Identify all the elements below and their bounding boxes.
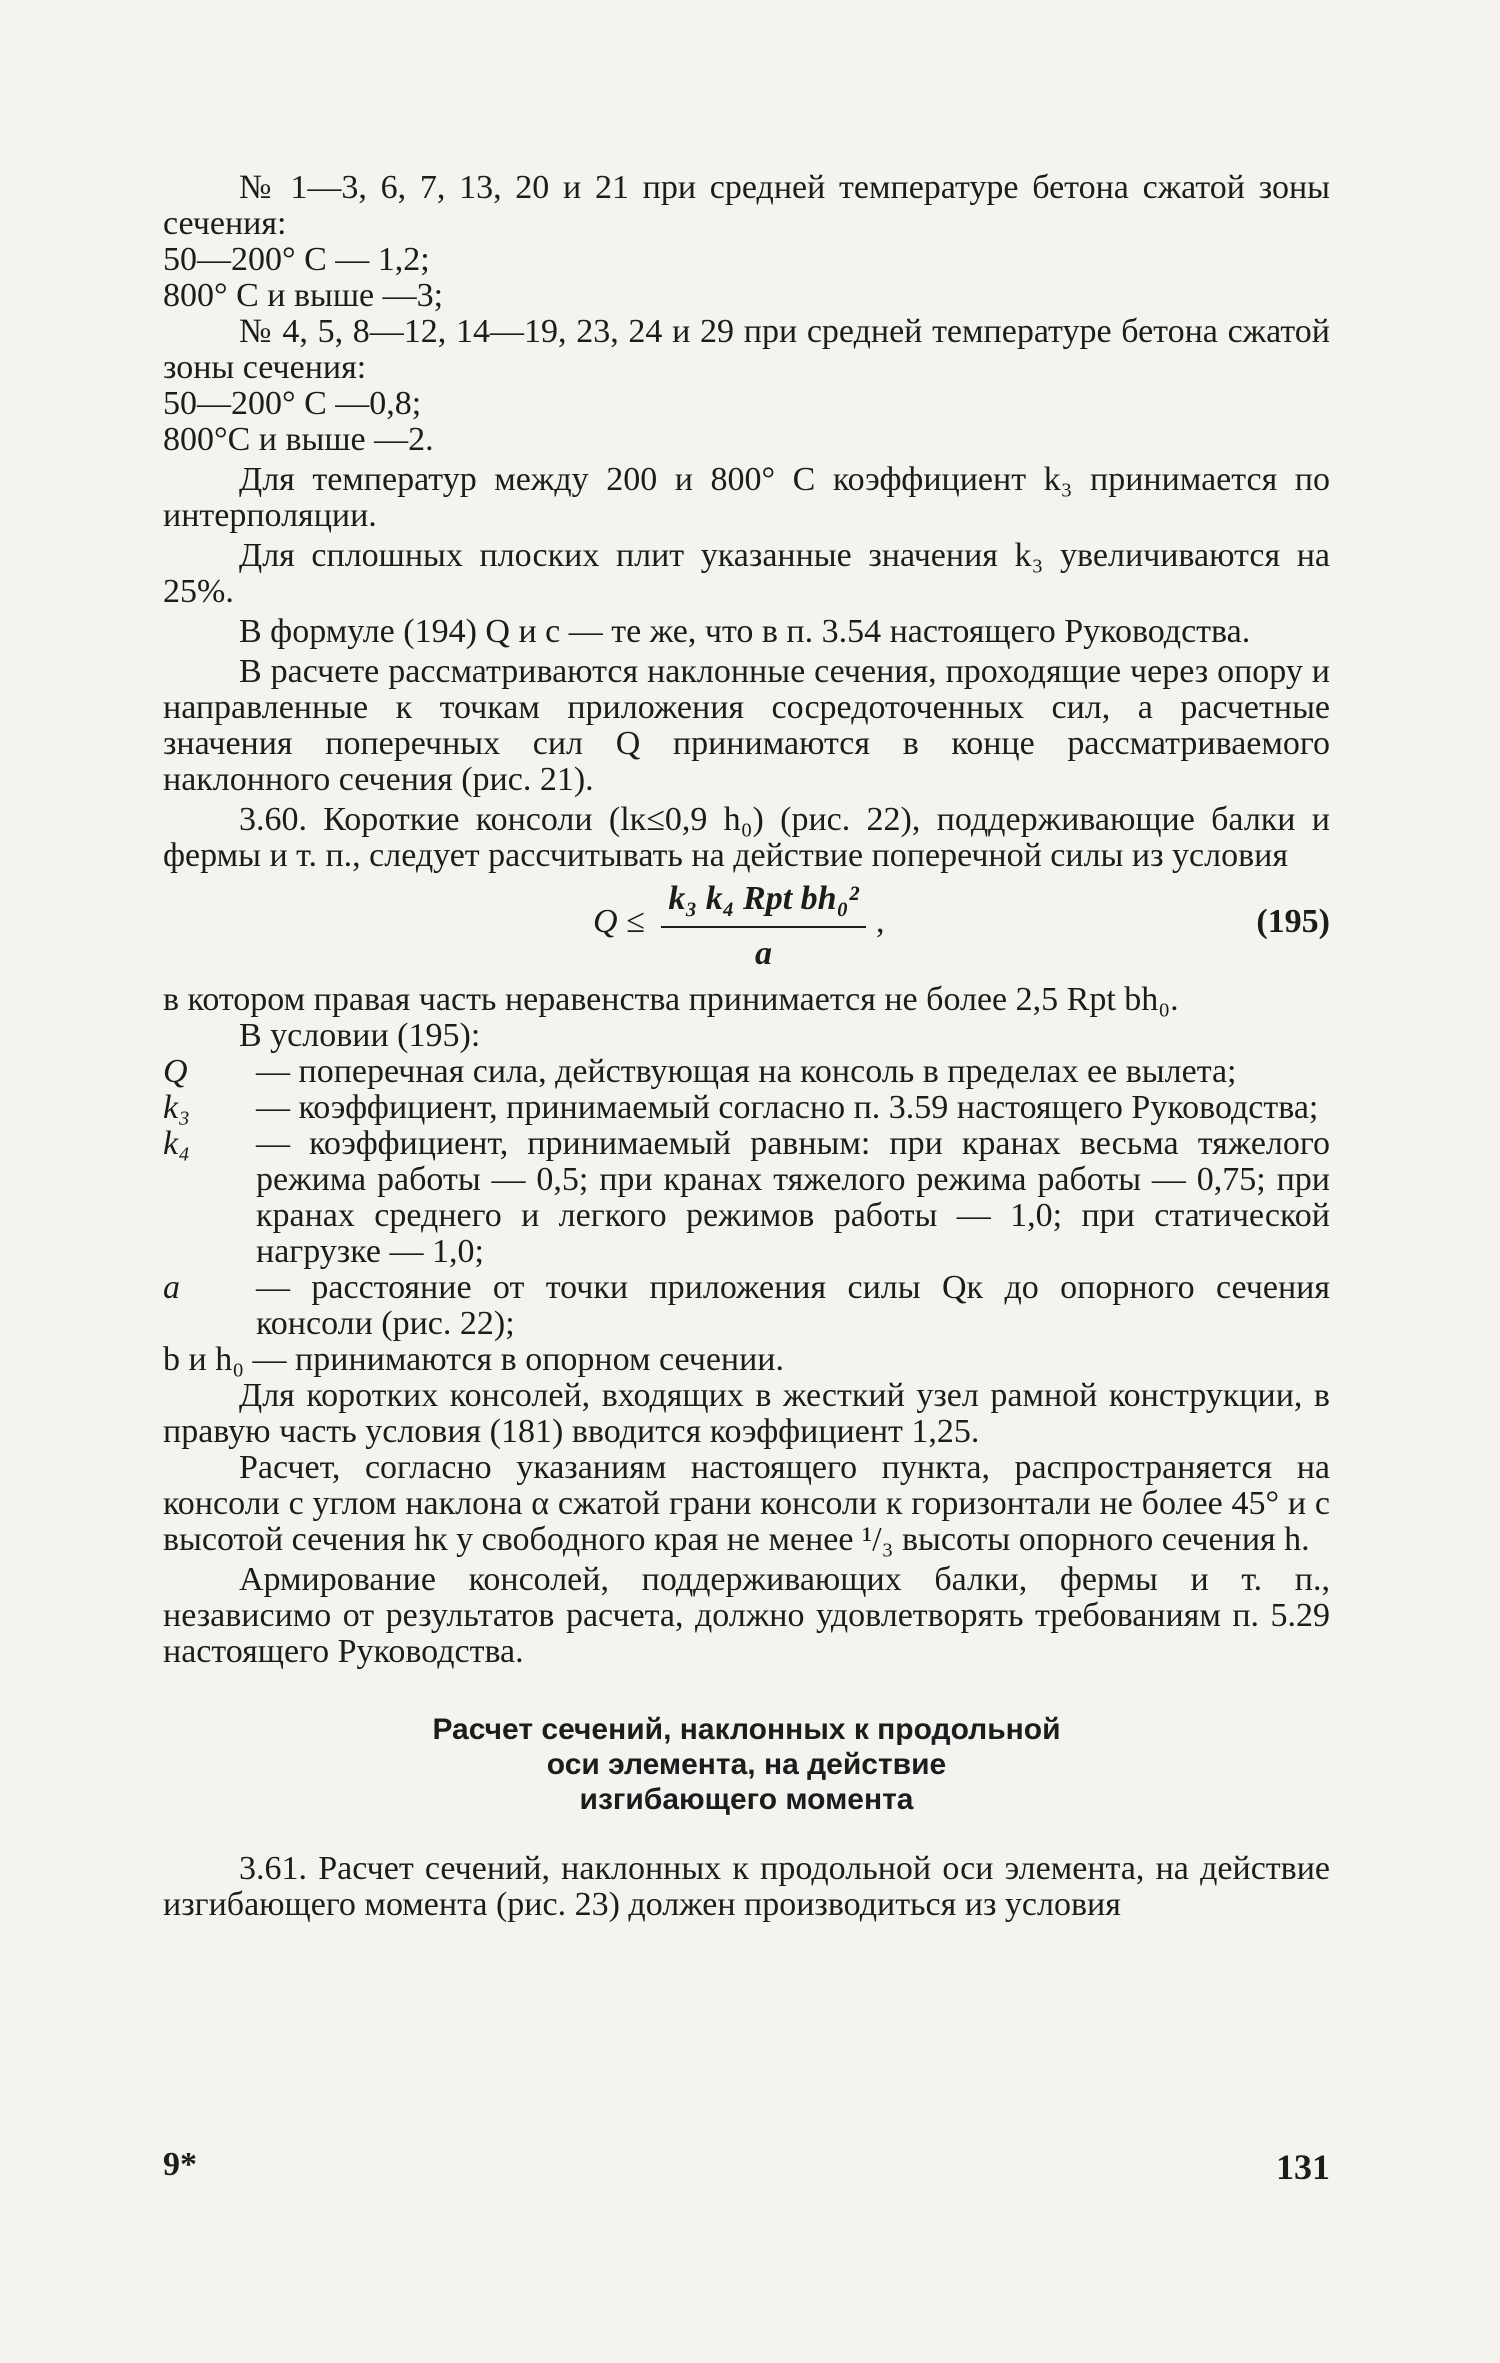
- definition-item: [163, 1126, 1330, 1270]
- fraction-bar: [661, 926, 866, 928]
- value-line: 800°С и выше —2.: [163, 421, 434, 458]
- definition-item: [163, 1090, 1330, 1126]
- value-line: 50—200° С — 1,2;: [163, 241, 430, 278]
- definition-item: [163, 1270, 1330, 1342]
- formula-numerator: k₃ k₄ Rpt bh₀²: [668, 880, 859, 917]
- paragraph-solid-slabs: Для сплошных плоских плит указанные значения k₃ увеличиваются на 25%.: [163, 537, 1330, 610]
- section-heading: [163, 1712, 1330, 1817]
- definition-text: — коэффициент, принимаемый равным: при кранах весьма тяжелого режима работы — 0,5; при кранах тяжелого режима работы — 0,75; при кранах среднего и легкого режимов работы — 1,0; при статической нагрузке — 1,0;: [256, 1125, 1330, 1270]
- paragraph-coeff-list-2: № 4, 5, 8—12, 14—19, 23, 24 и 29 при средней температуре бетона сжатой зоны сечения:: [163, 313, 1330, 386]
- definition-text: — поперечная сила, действующая на консоль в пределах ее вылета;: [256, 1053, 1237, 1090]
- formula-denominator: a: [755, 935, 772, 972]
- paragraph-where: В условии (195):: [239, 1017, 481, 1054]
- definition-text: — расстояние от точки приложения силы Qк до опорного сечения консоли (рис. 22);: [256, 1269, 1330, 1342]
- paragraph-reinforcement: Армирование консолей, поддерживающих балки, фермы и т. п., независимо от результатов расчета, должно удовлетворять требованиям п. 5.29 настоящего Руководства.: [163, 1561, 1330, 1670]
- definition-symbol: a: [163, 1269, 180, 1306]
- page-content: [163, 170, 1330, 1923]
- paragraph-section-3-61: 3.61. Расчет сечений, наклонных к продольной оси элемента, на действие изгибающего момента (рис. 23) должен производиться из условия: [163, 1850, 1330, 1923]
- paragraph-inclined-sections: В расчете рассматриваются наклонные сечения, проходящие через опору и направленные к точкам приложения сосредоточенных сил, а расчетные значения поперечных сил Q принимаются в конце рассматриваемого наклонного сечения (рис. 21).: [163, 653, 1330, 798]
- formula-comma: ,: [876, 903, 885, 940]
- value-line: 50—200° С —0,8;: [163, 385, 422, 422]
- heading-line: изгибающего момента: [579, 1783, 914, 1816]
- paragraph-applicability: Расчет, согласно указаниям настоящего пункта, распространяется на консоли с углом наклона α сжатой грани консоли к горизонтали не более 45° и с высотой сечения hк у свободного края не менее ¹/₃ высоты опорного сечения h.: [163, 1449, 1330, 1558]
- value-line: 800° С и выше —3;: [163, 277, 444, 314]
- definition-symbol: k₄: [163, 1125, 190, 1162]
- definition-text: — коэффициент, принимаемый согласно п. 3.59 настоящего Руководства;: [256, 1089, 1319, 1126]
- paragraph-limit: в котором правая часть неравенства принимается не более 2,5 Rpt bh₀.: [163, 981, 1179, 1018]
- paragraph-coeff-list-1: № 1—3, 6, 7, 13, 20 и 21 при средней температуре бетона сжатой зоны сечения:: [163, 169, 1330, 242]
- paragraph-formula-194: В формуле (194) Q и c — те же, что в п. 3.54 настоящего Руководства.: [239, 613, 1251, 650]
- definitions-list: [163, 1054, 1330, 1378]
- formula-fraction: [661, 876, 866, 976]
- formula-195: [163, 876, 1330, 980]
- definition-symbol: Q: [163, 1053, 188, 1090]
- heading-line: оси элемента, на действие: [546, 1748, 947, 1781]
- signature-mark: 9*: [163, 2146, 197, 2183]
- page-number: 131: [1276, 2147, 1330, 2187]
- formula-lhs: Q ≤: [593, 903, 645, 940]
- paragraph-section-3-60: 3.60. Короткие консоли (lк≤0,9 h₀) (рис. 22), поддерживающие балки и фермы и т. п., следует рассчитывать на действие поперечной силы из условия: [163, 801, 1330, 874]
- heading-line: Расчет сечений, наклонных к продольной: [432, 1713, 1061, 1746]
- definition-symbol: k₃: [163, 1089, 190, 1126]
- paragraph-interpolation: Для температур между 200 и 800° С коэффициент k₃ принимается по интерполяции.: [163, 461, 1330, 534]
- definition-bh: b и h₀ — принимаются в опорном сечении.: [163, 1341, 784, 1378]
- equation-number: (195): [1256, 903, 1330, 940]
- paragraph-frame-joint: Для коротких консолей, входящих в жесткий узел рамной конструкции, в правую часть условия (181) вводится коэффициент 1,25.: [163, 1377, 1330, 1450]
- definition-item: [163, 1054, 1330, 1090]
